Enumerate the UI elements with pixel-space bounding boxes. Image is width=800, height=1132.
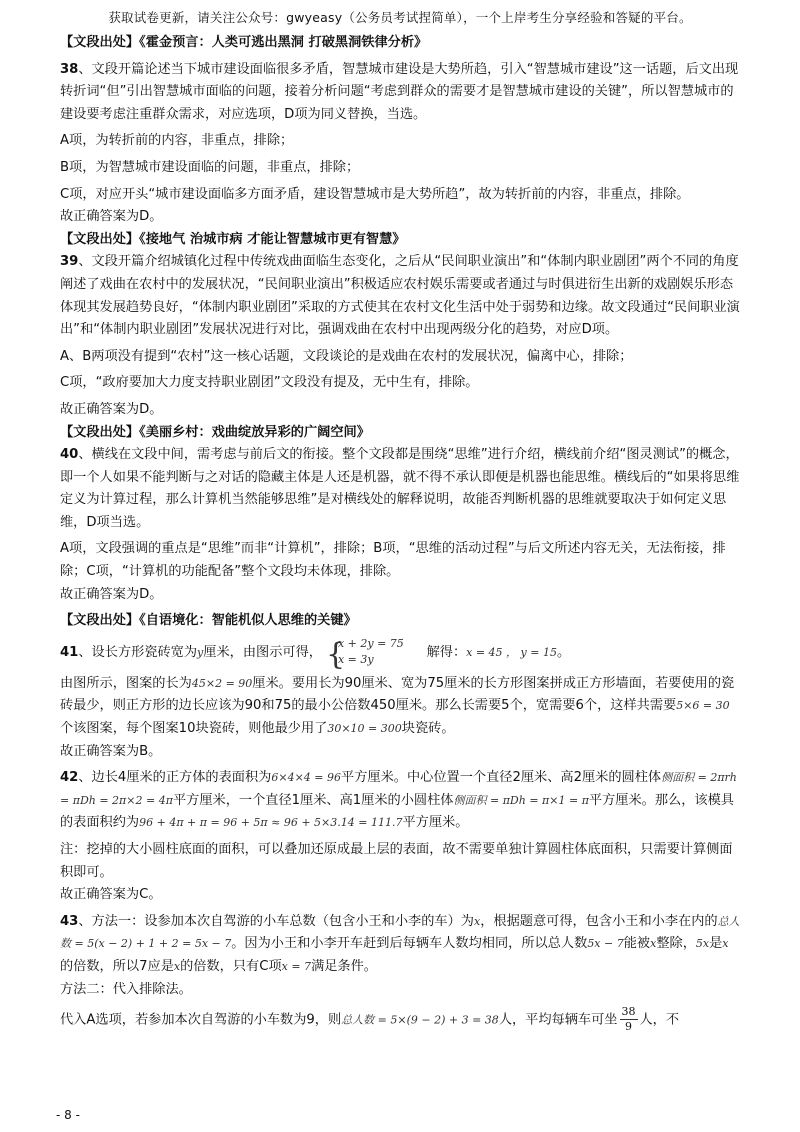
text: 。: [556, 644, 571, 660]
answer-content: [60, 32, 740, 1034]
math-var: y: [197, 645, 204, 659]
text: 、设长方形瓷砖宽为: [78, 644, 198, 660]
option-analysis: A项，文段强调的重点是“思维”而非“计算机”，排除；B项，“思维的活动过程”与后文所述内容无关，无法衔接，排除；C项，“计算机的功能配备”整个文段均未体现，排除。: [60, 541, 726, 580]
paragraph: [60, 1005, 740, 1034]
text: 的倍数，只有C项: [180, 958, 282, 974]
page-number: - 8 -: [56, 1108, 80, 1122]
text: 个该图案，每个图案10块瓷砖，则他最少用了: [60, 721, 328, 737]
text: 是: [709, 936, 723, 952]
question-38: [60, 59, 740, 127]
text: 人，平均每辆车可坐: [498, 1012, 618, 1028]
text: 满足条件。: [311, 958, 377, 974]
text: 平方厘米。那么，该模具的表面积约为: [60, 792, 734, 831]
math-var: x: [473, 914, 481, 928]
paragraph: 、文段开篇论述当下城市建设面临很多矛盾，智慧城市建设是大势所趋，引入“智慧城市建设”这一话题，后文出现转折词“但”引出智慧城市面临的问题，接着分析问题“考虑到群众的需要才是智慧城市建设的关键”，所以智慧城市的建设要考虑注重群众需求，对应选项，D项为同义替换，当选。: [60, 61, 739, 122]
text: 整除，: [656, 936, 696, 952]
text: 代入A选项，若参加本次自驾游的小车数为9，则: [60, 1012, 342, 1028]
equation: x = 3y: [337, 652, 374, 666]
math: 5x: [695, 937, 710, 951]
option-analysis: A项，为转折前的内容，非重点，排除；: [60, 133, 294, 149]
source-citation: 【文段出处】《接地气 治城市病 才能让智慧城市更有智慧》: [60, 231, 406, 247]
option-analysis: C项，“政府要加大力度支持职业剧团”文段没有提及，无中生有，排除。: [60, 375, 479, 391]
answer-line: 故正确答案为D。: [60, 401, 163, 417]
answer-line: 故正确答案为D。: [60, 209, 163, 225]
math: 96 + 4π + π = 96 + 5π ≈ 96 + 5×3.14 = 111.7: [139, 816, 403, 830]
math: x = 7: [281, 959, 312, 973]
text: 解得：: [426, 644, 467, 660]
option-analysis: B项，为智慧城市建设面临的问题，非重点，排除；: [60, 159, 360, 175]
option-analysis: C项，对应开头“城市建设面临多方面矛盾，建设智慧城市是大势所趋”，故为转折前的内容，非重点，排除。: [60, 186, 690, 202]
source-citation: 【文段出处】《自语境化：智能机似人思维的关键》: [60, 613, 357, 629]
math-var: x: [650, 937, 657, 951]
text: 平方厘米。中心位置一个直径2厘米、高2厘米的圆柱体: [341, 770, 662, 786]
note: 注：挖掉的大小圆柱底面的面积，可以叠加还原成最上层的表面，故不需要单独计算圆柱体底面积，只需要计算侧面积即可。: [60, 842, 733, 880]
math: 总人数 = 5×(9 − 2) + 3 = 38: [341, 1013, 499, 1027]
text: 、边长4厘米的正方体的表面积为: [78, 770, 272, 786]
paragraph: [60, 673, 740, 741]
text: 块瓷砖。: [401, 721, 455, 737]
text: ，根据题意可得，包含小王和小李在内的: [480, 913, 718, 929]
math: 5×6 = 30: [676, 699, 730, 713]
source-citation: 【文段出处】《美丽乡村：戏曲绽放异彩的广阔空间》: [60, 424, 370, 440]
math-var: x: [173, 959, 181, 973]
paragraph: 、横线在文段中间，需考虑与前后文的衔接。整个文段都是围绕“思维”进行介绍，横线前介绍“图灵测试”的概念，即一个人如果不能判断与之对话的隐藏主体是人还是机器，就不得不承认即便是机器也能思维。横线后的“如果将思维定义为计算过程，那么计算机当然能够思维”是对横线处的解释说明，故能否判断机器的思维就要取决于如何定义思维，D项当选。: [60, 447, 740, 530]
method-heading: 方法二：代入排除法。: [60, 981, 192, 997]
question-number: 40: [60, 447, 79, 463]
question-number: 43: [60, 913, 79, 929]
text: 的倍数，所以7应是: [60, 958, 174, 974]
text: 能被: [623, 936, 651, 952]
text: 厘米，由图示可得，: [203, 644, 322, 660]
math-result: x = 45 ， y = 15: [466, 645, 557, 659]
fraction: [620, 1005, 638, 1034]
paragraph: 、文段开篇介绍城镇化过程中传统戏曲面临生态变化，之后从“民间职业演出”和“体制内职业剧团”两个不同的角度阐述了戏曲在农村中的发展状况，“民间职业演出”积极适应农村娱乐需要或者通过与时俱进衍生出新的戏剧娱乐形态体现其发展趋势良好，“体制内职业剧团”采取的方式使其在农村文化生活中处于弱势和边缘。故文段通过“民间职业演出”和“体制内职业剧团”发展状况进行对比，强调戏曲在农村中出现两级分化的趋势，对应D项。: [60, 254, 740, 338]
math: 总人数 = 5(x − 2) + 1 + 2 = 5x − 7: [60, 914, 740, 951]
answer-line: 故正确答案为B。: [60, 743, 162, 759]
math: 5x − 7: [587, 937, 624, 951]
fraction-denominator: 9: [625, 1020, 632, 1034]
header-banner: 获取试卷更新，请关注公众号：gwyeasy（公务员考试捏简单），一个上岸考生分享经验和答疑的平台。: [108, 10, 692, 25]
question-number: 42: [60, 770, 79, 786]
math: 45×2 = 90: [191, 676, 253, 690]
text: 平方厘米。: [402, 815, 469, 831]
text: 、方法一：设参加本次自驾游的小车总数（包含小王和小李的车）为: [78, 913, 474, 929]
option-analysis: A、B两项没有提到“农村”这一核心话题，文段谈论的是戏曲在农村的发展状况，偏离中心，排除；: [60, 348, 633, 364]
math: 30×10 = 300: [327, 722, 402, 736]
answer-line: 故正确答案为C。: [60, 887, 162, 903]
text: 平方厘米，一个直径1厘米、高1厘米的小圆柱体: [172, 792, 454, 808]
question-number: 41: [60, 644, 79, 660]
question-number: 39: [60, 254, 79, 270]
math: 侧面积 = πDh = π×1 = π: [453, 793, 589, 807]
question-43: [60, 911, 740, 979]
math-var: x: [722, 937, 729, 951]
text: 。因为小王和小李开车赶到后每辆车人数均相同，所以总人数: [231, 936, 588, 952]
math: 侧面积 = 2πrh = πDh = 2π×2 = 4π: [60, 771, 737, 807]
question-number: 38: [60, 61, 79, 77]
answer-line: 故正确答案为D。: [60, 586, 163, 602]
text: 厘米。要用长为90厘米、宽为75厘米的长方形图案拼成正方形墙面，若要使用的瓷砖最少，则正方形的边长应该为90和75的最小公倍数450厘米。那么长需要5个，宽需要6个，这样共需要: [60, 675, 735, 714]
question-41: [60, 633, 740, 673]
question-39: [60, 251, 740, 341]
question-40: [60, 444, 740, 534]
equation-system: [328, 636, 404, 668]
math: 6×4×4 = 96: [271, 771, 342, 785]
equation: { x + 2y = 75: [337, 636, 404, 650]
text: 由图所示，图案的长为: [60, 675, 192, 691]
text: 人，不: [639, 1012, 680, 1028]
fraction-numerator: 38: [621, 1005, 636, 1019]
source-citation: 【文段出处】《霍金预言：人类可逃出黑洞 打破黑洞铁律分析》: [60, 35, 428, 50]
question-42: [60, 767, 740, 835]
